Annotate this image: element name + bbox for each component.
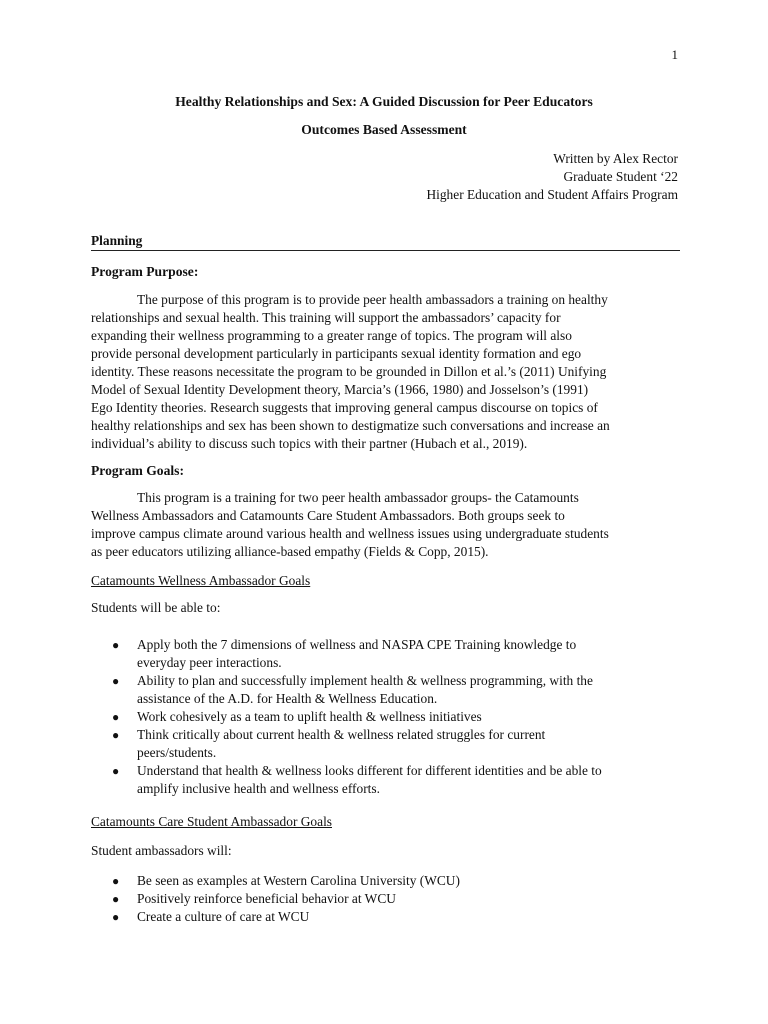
text-line: healthy relationships and sex has been shown to destigmatize such conversations and increase an: [91, 418, 610, 433]
list-item-text: Think critically about current health & wellness related struggles for current: [137, 727, 546, 742]
wellness-goals-list: [91, 636, 681, 798]
author-block: [426, 150, 678, 204]
list-item: [91, 872, 681, 890]
list-item: [91, 908, 681, 926]
author-status: Graduate Student ‘22: [563, 169, 678, 184]
list-item: [91, 762, 681, 798]
author-name: Written by Alex Rector: [553, 151, 678, 166]
heading-wellness-ambassador-goals: Catamounts Wellness Ambassador Goals: [91, 573, 311, 588]
list-item-text: everyday peer interactions.: [137, 655, 282, 670]
text-line: Wellness Ambassadors and Catamounts Care Student Ambassadors. Both groups seek to: [91, 508, 565, 523]
list-item-text: amplify inclusive health and wellness efforts.: [137, 781, 380, 796]
page-number: 1: [671, 47, 678, 62]
bullet-icon: ●: [112, 874, 120, 888]
text-line: improve campus climate around various health and wellness issues using undergraduate students: [91, 526, 609, 541]
list-item-text: Apply both the 7 dimensions of wellness and NASPA CPE Training knowledge to: [137, 637, 577, 652]
heading-care-ambassador-goals: Catamounts Care Student Ambassador Goals: [91, 814, 332, 829]
text-line: individual’s ability to discuss such topics with their partner (Hubach et al., 2019).: [91, 436, 528, 451]
care-intro: Student ambassadors will:: [91, 843, 232, 858]
text-line: Ego Identity theories. Research suggests that improving general campus discourse on topics of: [91, 400, 598, 415]
list-item-text: Positively reinforce beneficial behavior at WCU: [137, 891, 396, 906]
wellness-intro: Students will be able to:: [91, 600, 221, 615]
text-line: expanding their wellness programming to a greater range of topics. The program will also: [91, 328, 572, 343]
text-line: identity. These reasons necessitate the program to be grounded in Dillon et al.’s (2011) Unifying: [91, 364, 607, 379]
text-line: as peer educators utilizing alliance-based empathy (Fields & Copp, 2015).: [91, 544, 489, 559]
bullet-icon: ●: [112, 728, 120, 742]
bullet-icon: ●: [112, 892, 120, 906]
bullet-icon: ●: [112, 764, 120, 778]
document-subtitle: Outcomes Based Assessment: [301, 122, 467, 137]
text-line: provide personal development particularly in participants sexual identity formation and ego: [91, 346, 582, 361]
list-item: [91, 708, 681, 726]
list-item-text: Ability to plan and successfully implement health & wellness programming, with the: [137, 673, 593, 688]
text-line: Model of Sexual Identity Development theory, Marcia’s (1966, 1980) and Josselson’s (1991): [91, 382, 589, 397]
list-item: [91, 636, 681, 672]
bullet-icon: ●: [112, 638, 120, 652]
paragraph-program-purpose: [91, 291, 681, 453]
paragraph-program-goals: [91, 489, 681, 561]
list-item-text: Be seen as examples at Western Carolina University (WCU): [137, 873, 460, 888]
list-item: [91, 726, 681, 762]
bullet-icon: ●: [112, 910, 120, 924]
care-goals-list: [91, 872, 681, 926]
list-item: [91, 672, 681, 708]
list-item-text: assistance of the A.D. for Health & Wellness Education.: [137, 691, 438, 706]
section-heading-planning: Planning: [91, 233, 680, 251]
heading-program-purpose: Program Purpose:: [91, 264, 199, 279]
text-line: The purpose of this program is to provide peer health ambassadors a training on healthy: [137, 292, 608, 307]
list-item-text: Create a culture of care at WCU: [137, 909, 310, 924]
text-line: relationships and sexual health. This training will support the ambassadors’ capacity for: [91, 310, 561, 325]
document-title: Healthy Relationships and Sex: A Guided Discussion for Peer Educators: [175, 94, 593, 109]
list-item: [91, 890, 681, 908]
list-item-text: Understand that health & wellness looks different for different identities and be able to: [137, 763, 602, 778]
text-line: This program is a training for two peer health ambassador groups- the Catamounts: [137, 490, 579, 505]
list-item-text: peers/students.: [137, 745, 217, 760]
heading-program-goals: Program Goals:: [91, 463, 184, 478]
bullet-icon: ●: [112, 674, 120, 688]
author-program: Higher Education and Student Affairs Program: [426, 187, 678, 202]
list-item-text: Work cohesively as a team to uplift health & wellness initiatives: [137, 709, 482, 724]
bullet-icon: ●: [112, 710, 120, 724]
